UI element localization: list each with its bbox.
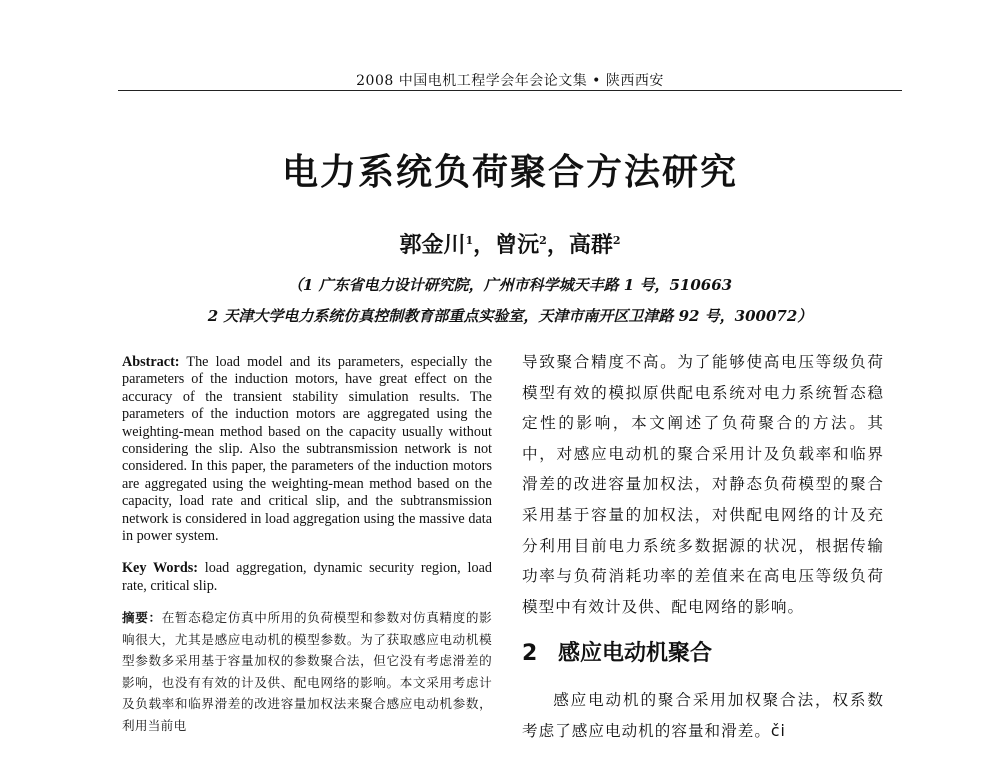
header-rule [118, 90, 902, 91]
author-name: 高群 [568, 232, 613, 258]
body-paragraph-2: 感应电动机的聚合采用加权聚合法，权系数考虑了感应电动机的容量和滑差。či [522, 691, 884, 740]
abstract-en-text: The load model and its parameters, especially the parameters of the induction motors, have great effect on the accuracy of the transient stability simulation results. The parameters of the induction motors are aggregated using the weighting-mean method based on the capacity usually without considering the slip. Also the subtransmission network is not considered. In this paper, the parameters of the induction motors are aggregated using the weighting-mean method based on the capacity, load rate and critical slip, and the subtransmission network is considered in load aggregation using the massive data in power system. [122, 354, 492, 545]
author-affil-sup: 2 [539, 234, 547, 247]
affiliation-2: 2 天津大学电力系统仿真控制教育部重点实验室，天津市南开区卫津路 92 号，300072） [207, 307, 813, 325]
author-name: 曾沅 [495, 232, 540, 258]
author-list [118, 228, 902, 259]
author-name: 郭金川 [399, 232, 466, 258]
body-paragraph-1: 导致聚合精度不高。为了能够使高电压等级负荷模型有效的模拟原供配电系统对电力系统暂态稳定性的影响，本文阐述了负荷聚合的方法。其中，对感应电动机的聚合采用计及负载率和临界滑差的改进容量加权法，对静态负荷模型的聚合采用基于容量的加权法，对供配电网络的计及充分利用目前电力系统多数据源的状况，根据传输功率与负荷消耗功率的差值来在高电压等级负荷模型中有效计及供、配电网络的影响。 [522, 353, 884, 616]
keywords-en [122, 559, 492, 595]
affiliation-1: （1 广东省电力设计研究院，广州市科学城天丰路 1 号，510663 [287, 276, 733, 294]
section-heading [522, 636, 884, 667]
paper-title: 电力系统负荷聚合方法研究 [281, 152, 738, 193]
author-affil-sup: 1 [465, 234, 474, 247]
right-column [522, 347, 884, 747]
author-separator: ， [473, 232, 496, 258]
left-column [122, 354, 492, 736]
author-separator: ， [546, 232, 569, 258]
keywords-en-text: load aggregation, dynamic security region, load rate, critical slip. [122, 560, 492, 595]
abstract-cn-label: 摘要： [122, 610, 162, 626]
abstract-en-label: Abstract: [122, 354, 180, 370]
keywords-en-label: Key Words: [122, 560, 198, 577]
proceedings-header: 2008 中国电机工程学会年会论文集 • 陕西西安 [356, 73, 664, 89]
abstract-en [122, 354, 492, 545]
author-affil-sup: 2 [612, 234, 621, 247]
abstract-cn-text: 在暂态稳定仿真中所用的负荷模型和参数对仿真精度的影响很大，尤其是感应电动机的模型参数。为了获取感应电动机模型参数多采用基于容量加权的参数聚合法，但它没有考虑滑差的影响，也没有有效的计及供、配电网络的影响。本文采用考虑计及负载率和临界滑差的改进容量加权法来聚合感应电动机参数，利用当前电 [122, 610, 493, 733]
abstract-cn [122, 607, 492, 736]
section-title: 感应电动机聚合 [558, 641, 713, 667]
section-number: 2 [522, 641, 538, 667]
